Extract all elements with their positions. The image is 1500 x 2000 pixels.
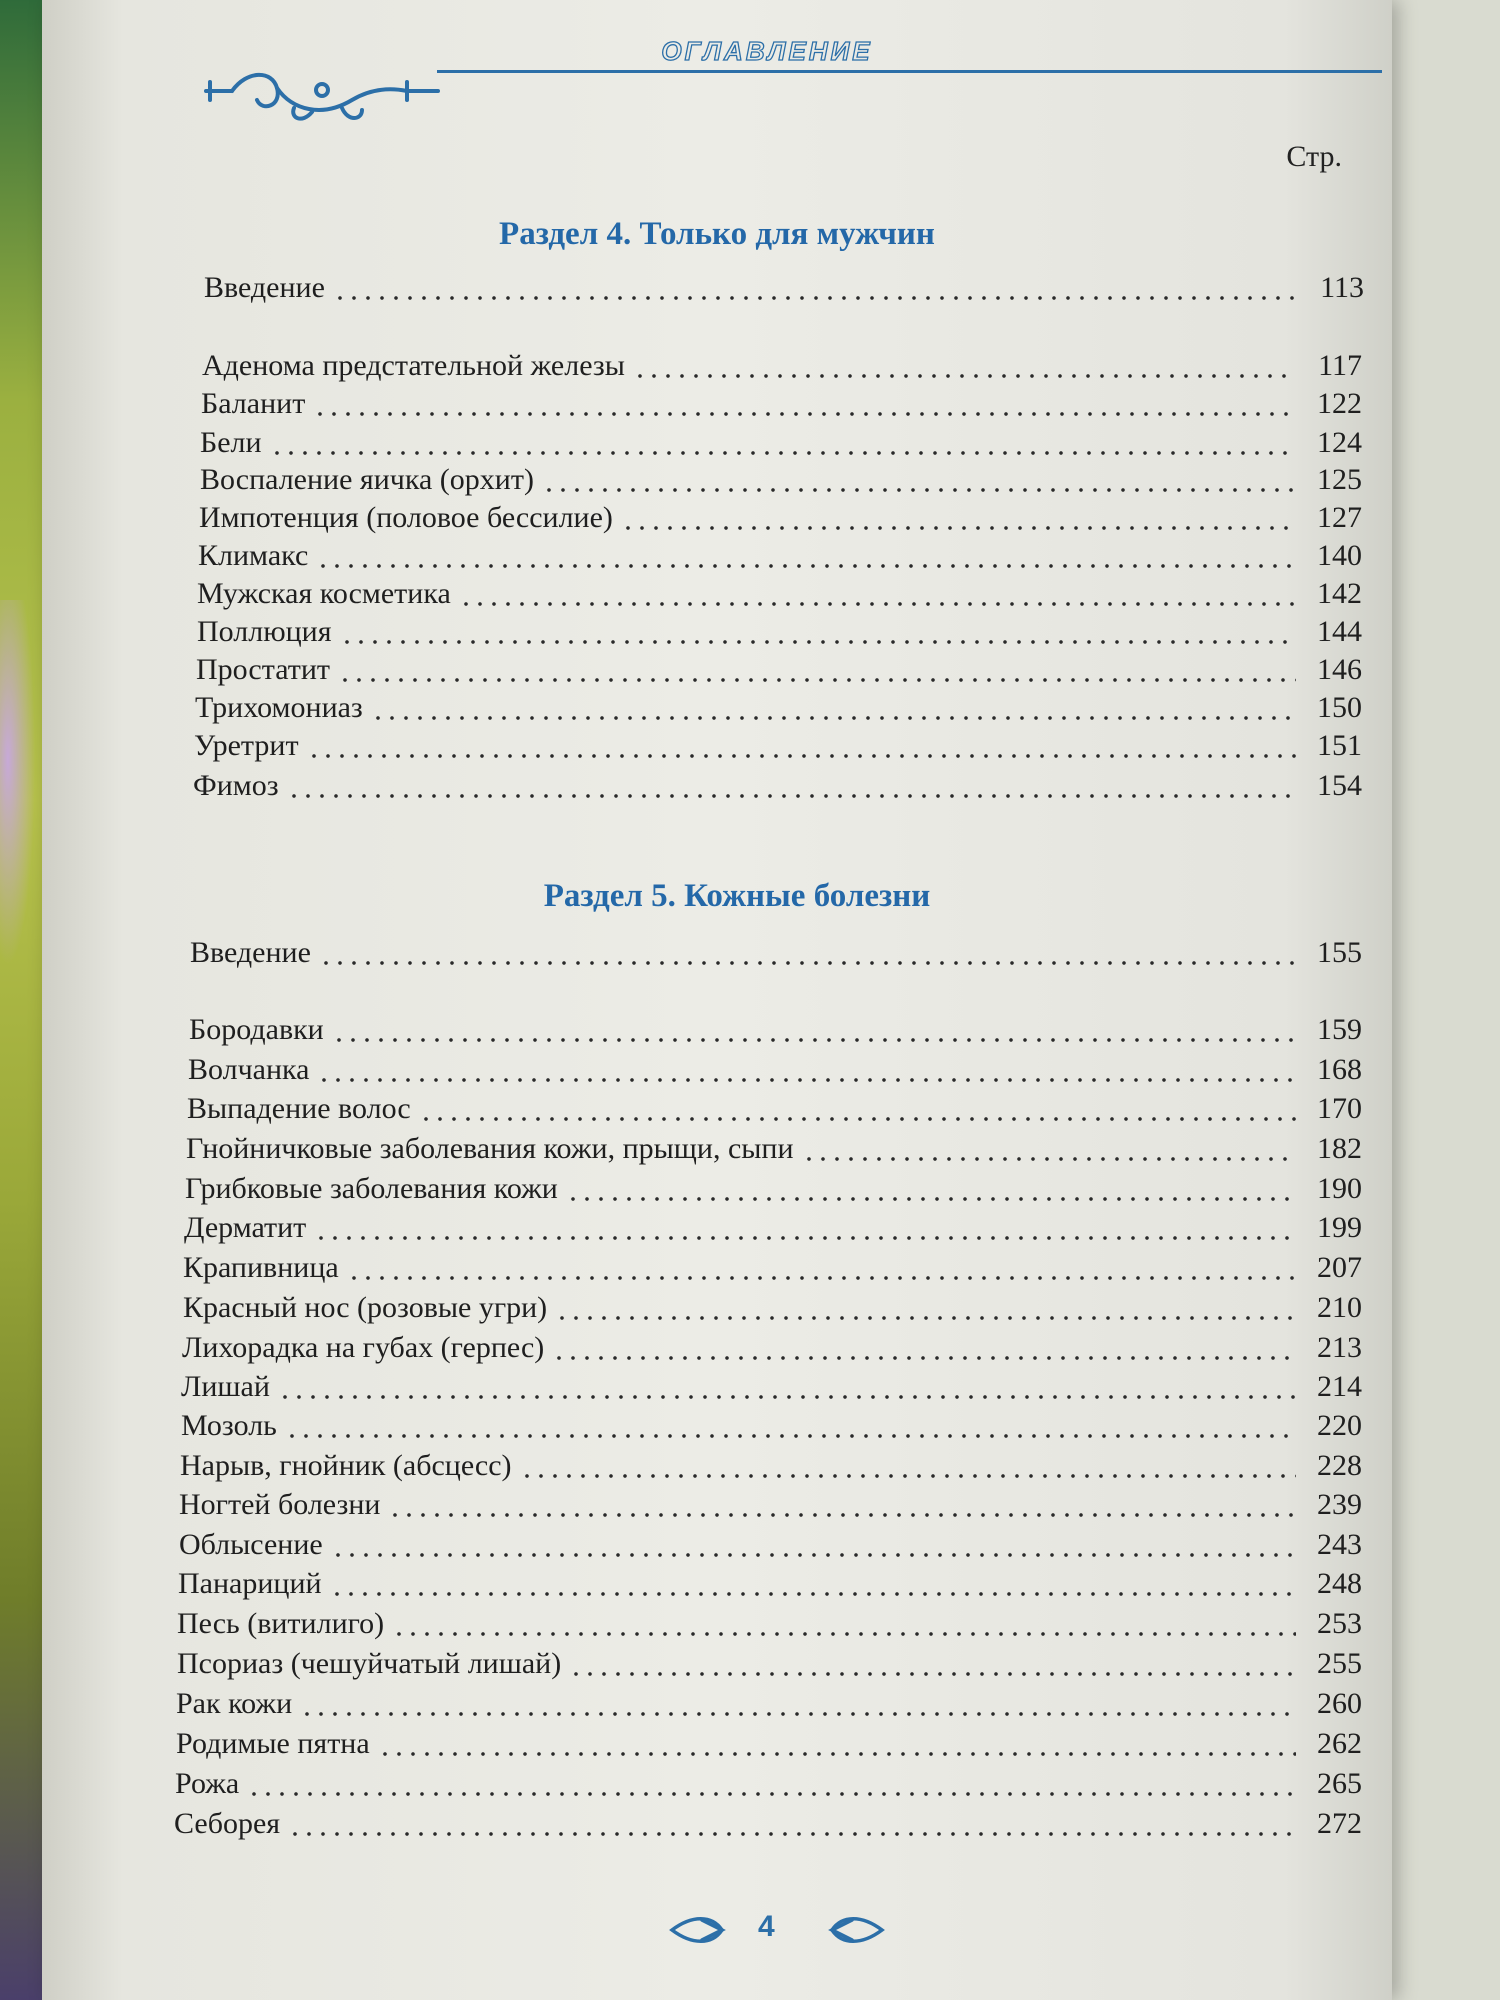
toc-entry-label: Импотенция (половое бессилие) bbox=[199, 501, 613, 534]
dot-leader bbox=[633, 374, 1296, 378]
toc-entry-label: Трихомониаз bbox=[195, 691, 363, 724]
toc-entry-label: Рожа bbox=[175, 1767, 240, 1800]
toc-entry-page: 127 bbox=[1317, 501, 1362, 534]
dot-leader bbox=[330, 1592, 1296, 1596]
toc-entry-label: Поллюция bbox=[197, 615, 332, 648]
toc-entry-label: Нарыв, гнойник (абсцесс) bbox=[180, 1449, 512, 1482]
toc-entry[interactable] bbox=[181, 1408, 1362, 1444]
toc-entry[interactable] bbox=[184, 1210, 1362, 1246]
section-4-title: Раздел 4. Только для мужчин bbox=[499, 216, 935, 252]
page-column-label: Стр. bbox=[1286, 140, 1342, 173]
toc-entry-page: 140 bbox=[1317, 539, 1362, 572]
toc-entry-label: Введение bbox=[190, 936, 311, 969]
toc-entry-label: Мозоль bbox=[181, 1409, 277, 1442]
dot-leader bbox=[332, 1038, 1296, 1042]
toc-entry-label: Лишай bbox=[181, 1370, 270, 1403]
toc-entry[interactable] bbox=[177, 1646, 1362, 1682]
footer-ornament-icon bbox=[662, 1905, 892, 1955]
toc-entry[interactable] bbox=[189, 1012, 1362, 1048]
toc-entry-page: 248 bbox=[1317, 1567, 1362, 1600]
toc-entry-label: Лихорадка на губах (герпес) bbox=[182, 1331, 545, 1364]
toc-entry-label: Песь (витилиго) bbox=[177, 1607, 385, 1640]
dot-leader bbox=[347, 1276, 1296, 1280]
toc-entry-page: 272 bbox=[1317, 1807, 1362, 1840]
toc-entry-label: Красный нос (розовые угри) bbox=[183, 1291, 548, 1324]
toc-entry[interactable] bbox=[199, 500, 1362, 536]
dot-leader bbox=[371, 716, 1296, 720]
toc-entry-page: 113 bbox=[1320, 271, 1364, 304]
toc-entry[interactable] bbox=[193, 768, 1362, 804]
dot-leader bbox=[621, 526, 1296, 530]
toc-entry-page: 125 bbox=[1317, 463, 1362, 496]
dot-leader bbox=[338, 678, 1296, 682]
dot-leader bbox=[419, 1117, 1296, 1121]
toc-entry-intro[interactable] bbox=[204, 270, 1364, 306]
toc-entry-page: 220 bbox=[1317, 1409, 1362, 1442]
toc-entry-label: Климакс bbox=[198, 539, 309, 572]
toc-entry[interactable] bbox=[195, 690, 1362, 726]
dot-leader bbox=[288, 1832, 1296, 1836]
toc-entry[interactable] bbox=[176, 1726, 1362, 1762]
toc-entry[interactable] bbox=[175, 1766, 1362, 1802]
toc-entry-label: Уретрит bbox=[194, 729, 299, 762]
toc-entry-page: 170 bbox=[1317, 1092, 1362, 1125]
dot-leader bbox=[316, 564, 1296, 568]
toc-entry-label: Крапивница bbox=[183, 1251, 339, 1284]
toc-entry[interactable] bbox=[185, 1171, 1362, 1207]
dot-leader bbox=[802, 1157, 1296, 1161]
toc-entry-page: 262 bbox=[1317, 1727, 1362, 1760]
toc-entry-label: Мужская косметика bbox=[197, 577, 451, 610]
toc-entry-label: Себорея bbox=[174, 1807, 281, 1840]
book-page bbox=[42, 0, 1392, 2000]
toc-entry[interactable] bbox=[198, 538, 1362, 574]
toc-entry[interactable] bbox=[179, 1527, 1362, 1563]
toc-entry-page: 144 bbox=[1317, 615, 1362, 648]
toc-entry[interactable] bbox=[176, 1686, 1362, 1722]
dot-leader bbox=[285, 1434, 1296, 1438]
page-header-title: ОГЛАВЛЕНИЕ bbox=[661, 36, 873, 66]
toc-entry-label: Псориаз (чешуйчатый лишай) bbox=[177, 1647, 562, 1680]
toc-entry[interactable] bbox=[201, 386, 1362, 422]
toc-entry-page: 265 bbox=[1317, 1767, 1362, 1800]
toc-entry[interactable] bbox=[197, 614, 1362, 650]
dot-leader bbox=[307, 754, 1296, 758]
toc-entry-label: Фимоз bbox=[193, 769, 279, 802]
toc-entry[interactable] bbox=[200, 425, 1362, 461]
toc-entry-label: Введение bbox=[204, 271, 325, 304]
toc-entry-page: 207 bbox=[1317, 1251, 1362, 1284]
dot-leader bbox=[331, 1553, 1296, 1557]
toc-entry[interactable] bbox=[188, 1052, 1362, 1088]
toc-entry-page: 182 bbox=[1317, 1132, 1362, 1165]
toc-entry-page: 117 bbox=[1318, 349, 1362, 382]
toc-entry-page: 154 bbox=[1317, 769, 1362, 802]
dot-leader bbox=[278, 1395, 1296, 1399]
section-5-title: Раздел 5. Кожные болезни bbox=[543, 878, 931, 914]
toc-entry-label: Рак кожи bbox=[176, 1687, 293, 1720]
toc-entry-label: Волчанка bbox=[188, 1053, 310, 1086]
toc-entry[interactable] bbox=[177, 1606, 1362, 1642]
toc-entry-label: Панариций bbox=[178, 1567, 322, 1600]
dot-leader bbox=[270, 451, 1296, 455]
toc-entry-page: 210 bbox=[1317, 1291, 1362, 1324]
dot-leader bbox=[520, 1474, 1296, 1478]
toc-entry-page: 243 bbox=[1317, 1528, 1362, 1561]
toc-entry-label: Баланит bbox=[201, 387, 306, 420]
toc-entry[interactable] bbox=[183, 1250, 1362, 1286]
toc-entry-page: 150 bbox=[1317, 691, 1362, 724]
toc-entry-page: 168 bbox=[1317, 1053, 1362, 1086]
toc-entry-label: Гнойничковые заболевания кожи, прыщи, сыпи bbox=[186, 1132, 794, 1165]
toc-entry[interactable] bbox=[196, 652, 1362, 688]
toc-entry[interactable] bbox=[194, 728, 1362, 764]
toc-entry-label: Воспаление яичка (орхит) bbox=[200, 463, 534, 496]
toc-entry-label: Простатит bbox=[196, 653, 331, 686]
dot-leader bbox=[459, 602, 1296, 606]
toc-entry-label: Облысение bbox=[179, 1528, 323, 1561]
dot-leader bbox=[313, 412, 1296, 416]
toc-entry[interactable] bbox=[182, 1330, 1362, 1366]
dot-leader bbox=[552, 1356, 1296, 1360]
toc-entry-page: 214 bbox=[1317, 1370, 1362, 1403]
toc-entry[interactable] bbox=[200, 462, 1362, 498]
toc-entry-label: Аденома предстательной железы bbox=[202, 349, 625, 382]
toc-entry-page: 190 bbox=[1317, 1172, 1362, 1205]
dot-leader bbox=[378, 1752, 1296, 1756]
toc-entry[interactable] bbox=[174, 1806, 1362, 1842]
toc-entry[interactable] bbox=[187, 1091, 1362, 1127]
toc-entry-page: 122 bbox=[1317, 387, 1362, 420]
header-ornament-icon bbox=[202, 60, 442, 130]
toc-entry-label: Бородавки bbox=[189, 1013, 324, 1046]
toc-entry-page: 146 bbox=[1317, 653, 1362, 686]
toc-entry[interactable] bbox=[178, 1566, 1362, 1602]
toc-entry-label: Грибковые заболевания кожи bbox=[185, 1172, 558, 1205]
toc-entry-label: Дерматит bbox=[184, 1211, 307, 1244]
toc-entry-page: 199 bbox=[1317, 1211, 1362, 1244]
dot-leader bbox=[566, 1197, 1296, 1201]
toc-entry-label: Родимые пятна bbox=[176, 1727, 370, 1760]
page-number: 4 bbox=[758, 1910, 775, 1943]
toc-entry[interactable] bbox=[197, 576, 1362, 612]
toc-entry[interactable] bbox=[179, 1487, 1362, 1523]
dot-leader bbox=[555, 1316, 1296, 1320]
toc-entry[interactable] bbox=[180, 1448, 1362, 1484]
toc-entry-page: 239 bbox=[1317, 1488, 1362, 1521]
toc-entry[interactable] bbox=[181, 1369, 1362, 1405]
toc-entry-page: 142 bbox=[1317, 577, 1362, 610]
toc-entry-page: 124 bbox=[1317, 426, 1362, 459]
header-rule bbox=[437, 70, 1382, 73]
toc-entry-label: Выпадение волос bbox=[187, 1092, 411, 1125]
dot-leader bbox=[287, 794, 1296, 798]
toc-entry-page: 155 bbox=[1317, 936, 1362, 969]
dot-leader bbox=[333, 296, 1298, 300]
dot-leader bbox=[569, 1672, 1296, 1676]
dot-leader bbox=[314, 1236, 1296, 1240]
toc-entry-page: 151 bbox=[1317, 729, 1362, 762]
toc-entry[interactable] bbox=[186, 1131, 1362, 1167]
dot-leader bbox=[388, 1513, 1296, 1517]
toc-entry-label: Ногтей болезни bbox=[179, 1488, 381, 1521]
dot-leader bbox=[247, 1792, 1296, 1796]
toc-entry-page: 228 bbox=[1317, 1449, 1362, 1482]
toc-entry-page: 260 bbox=[1317, 1687, 1362, 1720]
dot-leader bbox=[319, 961, 1296, 965]
toc-entry-page: 253 bbox=[1317, 1607, 1362, 1640]
toc-entry[interactable] bbox=[202, 348, 1362, 384]
dot-leader bbox=[300, 1712, 1296, 1716]
dot-leader bbox=[542, 488, 1296, 492]
toc-entry[interactable] bbox=[183, 1290, 1362, 1326]
toc-entry-page: 213 bbox=[1317, 1331, 1362, 1364]
toc-entry-label: Бели bbox=[200, 426, 262, 459]
toc-entry-page: 255 bbox=[1317, 1647, 1362, 1680]
dot-leader bbox=[340, 640, 1296, 644]
toc-entry-page: 159 bbox=[1317, 1013, 1362, 1046]
toc-entry-intro[interactable] bbox=[190, 935, 1362, 971]
dot-leader bbox=[317, 1078, 1296, 1082]
dot-leader bbox=[392, 1632, 1296, 1636]
